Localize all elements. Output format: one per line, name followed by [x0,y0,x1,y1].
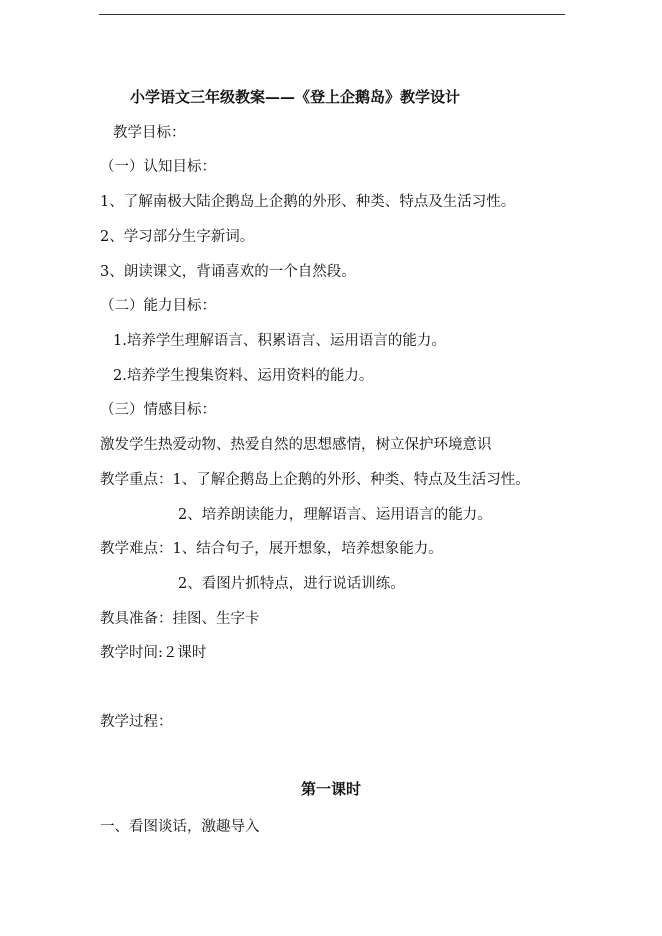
cognitive-goal-2: 2、学习部分生字新词。 [100,229,255,245]
document-title: 小学语文三年级教案——《登上企鹅岛》教学设计 [130,88,461,106]
cognitive-goal-3: 3、朗读课文，背诵喜欢的一个自然段。 [100,264,356,280]
ability-goal-2: 2.培养学生搜集资料、运用资料的能力。 [113,368,374,384]
section-item-1: 一、看图谈话，激趣导入 [100,819,260,835]
teaching-time: 教学时间:２课时 [100,645,207,661]
ability-goal-1: 1.培养学生理解语言、积累语言、运用语言的能力。 [113,333,446,349]
affective-goals-heading: （三）情感目标： [100,402,216,418]
header-rule [99,14,565,15]
teaching-aids: 教具准备：挂图、生字卡 [100,611,260,627]
objectives-heading: 教学目标： [113,125,186,141]
affective-goal: 激发学生热爱动物、热爱自然的思想感情，树立保护环境意识 [100,437,492,453]
ability-goals-heading: （二）能力目标： [100,298,216,314]
cognitive-goal-1: 1、了解南极大陆企鹅岛上企鹅的外形、种类、特点及生活习性。 [100,194,516,210]
section-title: 第一课时 [300,780,361,798]
key-point-1: 教学重点：1、了解企鹅岛上企鹅的外形、种类、特点及生活习性。 [100,472,530,488]
difficulty-2: 2、看图片抓特点，进行说话训练。 [178,576,405,592]
key-point-2: 2、培养朗读能力，理解语言、运用语言的能力。 [178,507,492,523]
difficulty-1: 教学难点：1、结合句子，展开想象，培养想象能力。 [100,541,443,557]
teaching-process-heading: 教学过程： [100,714,173,730]
cognitive-goals-heading: （一）认知目标： [100,159,216,175]
